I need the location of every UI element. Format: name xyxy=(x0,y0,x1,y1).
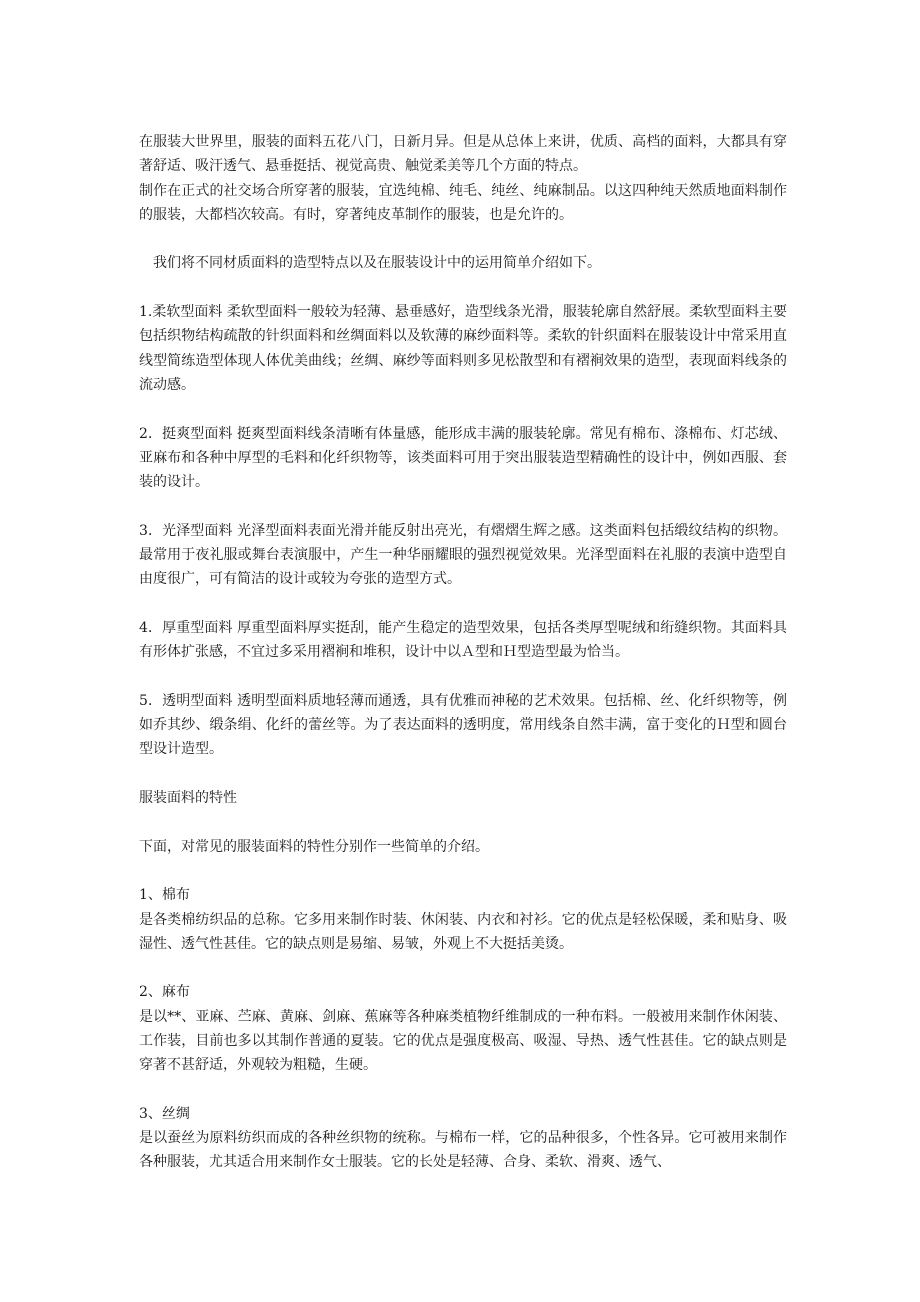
section-intro: 下面，对常见的服装面料的特性分别作一些简单的介绍。 xyxy=(139,838,489,855)
fabric-type-soft: 1.柔软型面料 柔软型面料一般较为轻薄、悬垂感好，造型线条光滑，服装轮廓自然舒展。柔软型面料主要包括织物结构疏散的针织面料和丝绸面料以及软薄的麻纱面料等。柔软的针织面料在服装设计中常采用直线型简练造型体现人体优美曲线；丝绸、麻纱等面料则多见松散型和有褶裥效果的造型，表现面料线条的流动感。 xyxy=(139,304,787,393)
intro-paragraph-3: 我们将不同材质面料的造型特点以及在服装设计中的运用简单介绍如下。 xyxy=(153,255,601,272)
document-page xyxy=(139,130,787,1175)
fabric-heading-cotton: 1、棉布 xyxy=(139,887,190,904)
intro-paragraph-1: 在服装大世界里，服装的面料五花八门，日新月异。但是从总体上来讲，优质、高档的面料，大都具有穿著舒适、吸汗透气、悬垂挺括、视觉高贵、触觉柔美等几个方面的特点。 xyxy=(139,134,787,175)
section-title: 服装面料的特性 xyxy=(139,790,237,807)
fabric-heading-linen: 2、麻布 xyxy=(139,984,190,1001)
fabric-body-cotton: 是各类棉纺织品的总称。它多用来制作时装、休闲装、内衣和衬衫。它的优点是轻松保暖，柔和贴身、吸湿性、透气性甚佳。它的缺点则是易缩、易皱，外观上不大挺括美烫。 xyxy=(139,911,787,952)
fabric-body-silk: 是以蚕丝为原料纺织而成的各种丝织物的统称。与棉布一样，它的品种很多，个性各异。它可被用来制作各种服装，尤其适合用来制作女士服装。它的长处是轻薄、合身、柔软、滑爽、透气、 xyxy=(139,1130,787,1171)
intro-paragraph-2: 制作在正式的社交场合所穿著的服装，宜选纯棉、纯毛、纯丝、纯麻制品。以这四种纯天然质地面料制作的服装，大都档次较高。有时，穿著纯皮革制作的服装，也是允许的。 xyxy=(139,182,787,223)
fabric-type-heavy: 4．厚重型面料 厚重型面料厚实挺刮，能产生稳定的造型效果，包括各类厚型呢绒和绗缝织物。其面料具有形体扩张感，不宜过多采用褶裥和堆积，设计中以Ａ型和Ｈ型造型最为恰当。 xyxy=(139,619,787,661)
fabric-body-linen: 是以**、亚麻、苎麻、黄麻、剑麻、蕉麻等各种麻类植物纤维制成的一种布料。一般被用来制作休闲装、工作装，目前也多以其制作普通的夏装。它的优点是强度极高、吸湿、导热、透气性甚佳。它的缺点则是穿著不甚舒适，外观较为粗糙，生硬。 xyxy=(139,1008,787,1074)
fabric-type-crisp: 2．挺爽型面料 挺爽型面料线条清晰有体量感，能形成丰满的服装轮廓。常见有棉布、涤棉布、灯芯绒、亚麻布和各种中厚型的毛料和化纤织物等，该类面料可用于突出服装造型精确性的设计中，例如西服、套装的设计。 xyxy=(139,425,787,491)
fabric-type-glossy: 3．光泽型面料 光泽型面料表面光滑并能反射出亮光，有熠熠生辉之感。这类面料包括缎纹结构的织物。最常用于夜礼服或舞台表演服中，产生一种华丽耀眼的强烈视觉效果。光泽型面料在礼服的表演中造型自由度很广，可有简洁的设计或较为夸张的造型方式。 xyxy=(139,522,787,588)
fabric-heading-silk: 3、丝绸 xyxy=(139,1105,190,1122)
fabric-type-transparent: 5．透明型面料 透明型面料质地轻薄而通透，具有优雅而神秘的艺术效果。包括棉、丝、化纤织物等，例如乔其纱、缎条绢、化纤的蕾丝等。为了表达面料的透明度，常用线条自然丰满，富于变化的Ｈ型和圆台型设计造型。 xyxy=(139,692,787,758)
